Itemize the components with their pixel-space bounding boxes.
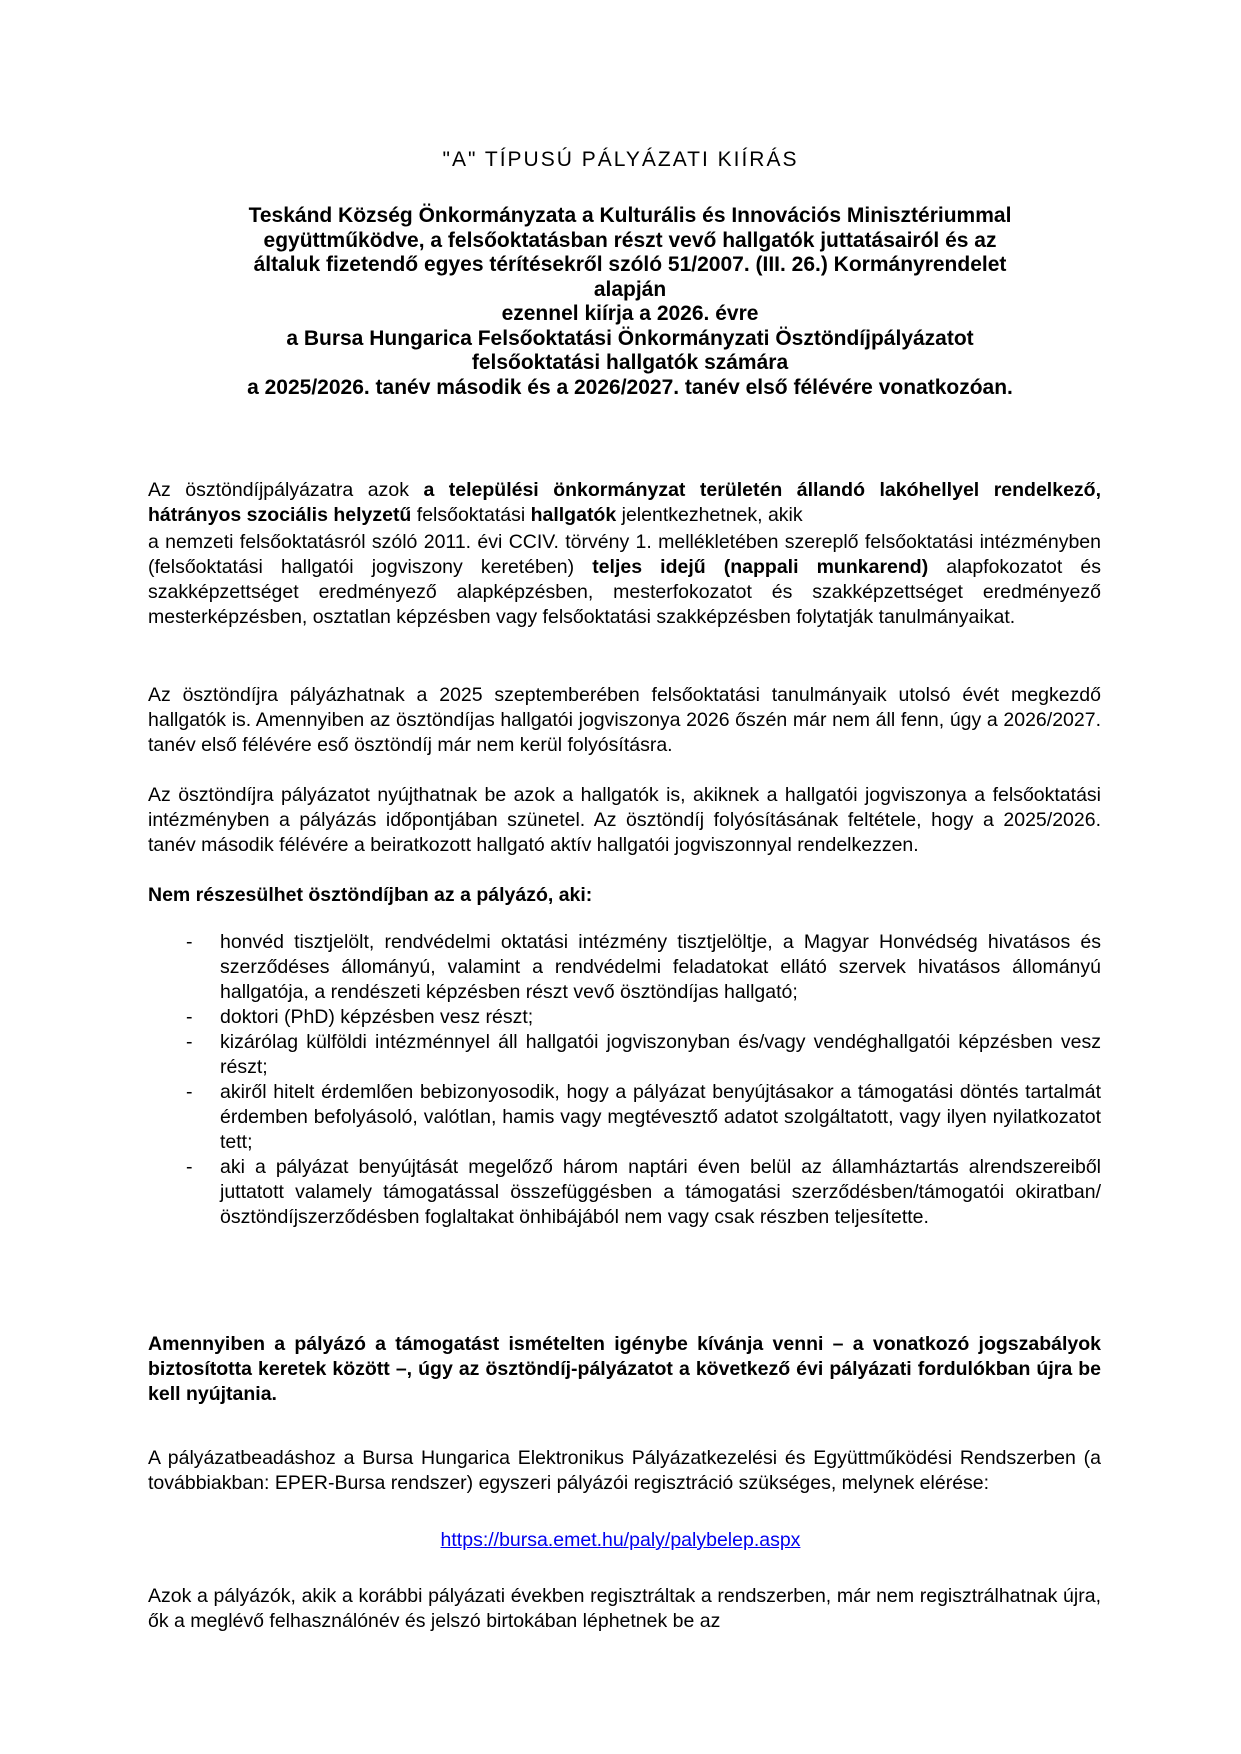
exclusions-list [148,930,1101,1230]
dash-bullet-icon: - [186,1156,193,1178]
dash-bullet-icon: - [186,1031,193,1053]
list-item-text: akiről hitelt érdemlően bebizonyosodik, hogy a pályázat benyújtásakor a támogatási döntés tartalmát érdemben befolyásoló, valótlan, hamis vagy megtévesztő adatot szolgáltatott, vagy ilyen nyilatkozatot tett; [220,1081,1101,1153]
heading-line: felsőoktatási hallgatók számára [471,351,789,374]
dash-bullet-icon: - [186,1081,193,1103]
final-year-paragraph: Az ösztöndíjra pályázhatnak a 2025 szeptemberében felsőoktatási tanulmányaik utolsó évét megkezdő hallgatók is. Amennyiben az ösztöndíjas hallgatói jogviszonya 2026 őszén már nem áll fenn, úgy a 2026/2027. tanév első félévére eső ösztöndíj már nem kerül folyósításra. [148,684,1101,756]
announcement-heading [140,204,1120,400]
eper-bursa-link[interactable]: https://bursa.emet.hu/paly/palybelep.aspx [440,1529,801,1551]
text-run: jelentkezhetnek, akik [616,504,803,526]
heading-line: Teskánd Község Önkormányzata a Kulturális és Innovációs Minisztériummal [248,204,1012,227]
list-item-text: honvéd tisztjelölt, rendvédelmi oktatási intézmény tisztjelöltje, a Magyar Honvédség hivatásos és szerződéses állományú, valamint a rendvédelmi feladatokat ellátó szervek hivatásos állományú hallgatója, a rendészeti képzésben részt vevő ösztöndíjas hallgató; [220,931,1101,1003]
list-item [148,1005,1101,1030]
heading-line: együttműködve, a felsőoktatásban részt vevő hallgatók juttatásairól és az [263,228,997,252]
returning-applicants-paragraph: Azok a pályázók, akik a korábbi pályázati években regisztráltak a rendszerben, már nem regisztrálhatnak újra, ők a meglévő felhasználónév és jelszó birtokában léphetnek be az [148,1585,1101,1632]
eligibility-paragraph [148,478,1101,528]
bold-run: a települési önkormányzat területén állandó lakóhellyel rendelkező, hátrányos szociális helyzetű [148,479,1101,526]
list-item [148,1030,1101,1080]
registration-paragraph: A pályázatbeadáshoz a Bursa Hungarica Elektronikus Pályázatkezelési és Együttműködési Rendszerben (a továbbiakban: EPER-Bursa rendszer) egyszeri pályázói regisztráció szükséges, melynek elérése: [148,1447,1101,1494]
text-run: Az ösztöndíjpályázatra azok [148,479,424,501]
list-item-text: doktori (PhD) képzésben vesz részt; [220,1006,534,1028]
text-run: a nemzeti felsőoktatásról szóló 2011. évi CCIV. törvény 1. mellékletében szereplő felsőoktatási intézményben (felsőoktatási hallgatói jogviszony keretében) [148,531,1101,578]
dash-bullet-icon: - [186,1006,193,1028]
bold-run: hallgatók [530,504,617,526]
list-item-text: aki a pályázat benyújtását megelőző három naptári éven belül az államháztartás alrendszereiből juttatott valamely támogatással összefüggésben a támogatási szerződésben/támogatói okiratban/ösztöndíjszerződésben foglaltakat önhibájából nem vagy csak részben teljesítette. [220,1156,1101,1228]
list-item [148,930,1101,1005]
suspended-status-paragraph: Az ösztöndíjra pályázatot nyújthatnak be azok a hallgatók is, akiknek a hallgatói jogviszonya a felsőoktatási intézményben a pályázás időpontjában szünetel. Az ösztöndíj folyósításának feltétele, hogy a 2025/2026. tanév második félévére a beiratkozott hallgató aktív hallgatói jogviszonnyal rendelkezzen. [148,784,1101,856]
reapplication-paragraph: Amennyiben a pályázó a támogatást ismételten igénybe kívánja venni – a vonatkozó jogszabályok biztosította keretek között –, úgy az ösztöndíj-pályázatot a következő évi pályázati fordulókban újra be kell nyújtania. [148,1333,1101,1405]
exclusions-heading [148,883,1101,908]
list-item-text: kizárólag külföldi intézménnyel áll hallgatói jogviszonyban és/vagy vendéghallgatói képzésben vesz részt; [220,1031,1101,1078]
document-title: "A" TÍPUSÚ PÁLYÁZATI KIÍRÁS [442,148,799,171]
heading-line: a Bursa Hungarica Felsőoktatási Önkormányzati Ösztöndíjpályázatot [286,326,974,350]
dash-bullet-icon: - [186,931,193,953]
heading-line: ezennel kiírja a 2026. évre [501,302,759,325]
bold-run: teljes idejű (nappali munkarend) [592,556,929,578]
list-item [148,1080,1101,1155]
text-run: felsőoktatási [411,504,531,526]
bold-run: Nem részesülhet ösztöndíjban az a pályázó, aki: [148,884,593,906]
registration-link-wrap [0,1528,1241,1553]
heading-line: alapján [593,277,667,301]
study-conditions-paragraph [148,530,1101,630]
text-run: alapfokozatot és szakképzettséget eredményező alapképzésben, mesterfokozatot és szakképzettséget eredményező mesterképzésben, osztatlan képzésben vagy felsőoktatási szakképzésben folytatják tanulmányaikat. [148,556,1101,628]
heading-line: általuk fizetendő egyes térítésekről szóló 51/2007. (III. 26.) Kormányrendelet [253,253,1007,276]
heading-line: a 2025/2026. tanév második és a 2026/2027. tanév első félévére vonatkozóan. [247,375,1013,399]
list-item [148,1155,1101,1230]
